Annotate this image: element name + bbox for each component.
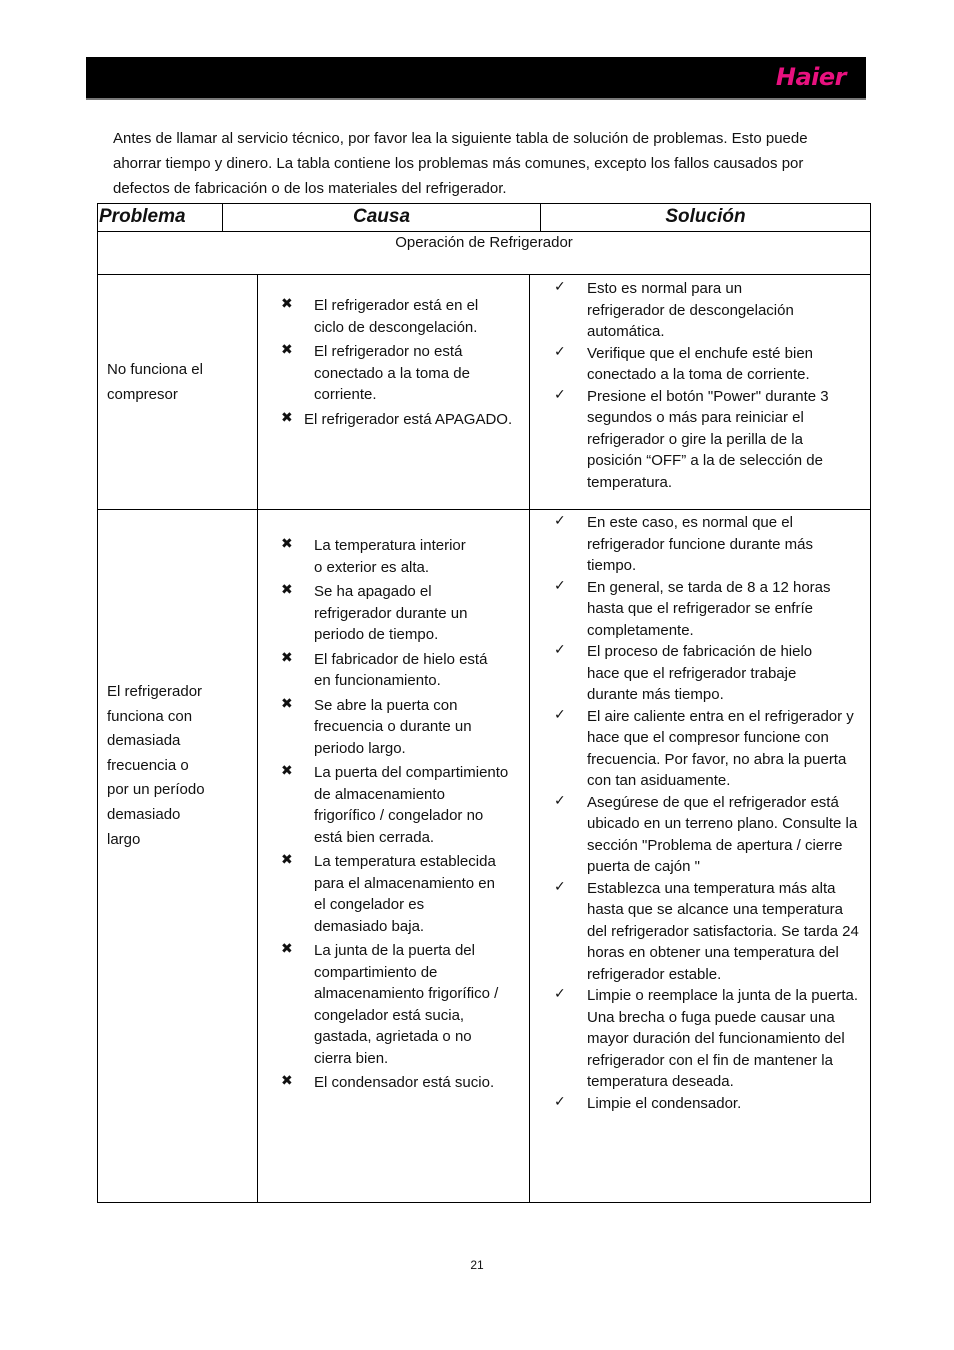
check-mark-icon: ✓ (554, 1092, 566, 1109)
check-mark-icon: ✓ (554, 278, 566, 294)
section-title: Operación de Refrigerador (395, 234, 573, 251)
cross-mark-icon: ✖ (281, 408, 293, 425)
solution-item: ✓ Verifique que el enchufe esté bien conectado a la toma de corriente. (554, 342, 814, 383)
solution-item: ✓ Esto es normal para un refrigerador de descongelación automática. (554, 278, 794, 340)
cause-item: ✖ Se abre la puerta con frecuencia o durante un periodo largo. (281, 694, 472, 757)
solution-item: ✓ En general, se tarda de 8 a 12 horas hasta que el refrigerador se enfríe completamente. (554, 576, 831, 639)
row1-solutions (554, 278, 847, 493)
cause-item: ✖ El refrigerador está en el ciclo de descongelación. (281, 295, 479, 336)
cause-item: ✖ El fabricador de hielo está en funcionamiento. (281, 648, 488, 689)
header-cause: Causa (352, 206, 411, 227)
cause-item: ✖ El refrigerador está APAGADO. (281, 408, 513, 428)
row1-problem: No funciona el compresor (107, 361, 203, 403)
cross-mark-icon: ✖ (281, 1072, 293, 1088)
cross-mark-icon: ✖ (281, 851, 293, 867)
row1-causes (281, 295, 526, 430)
check-mark-icon: ✓ (554, 576, 566, 593)
cause-item: ✖ La puerta del compartimiento de almacenamiento frigorífico / congelador no está bien cerrada. (281, 762, 509, 846)
cause-item: ✖ Se ha apagado el refrigerador durante un periodo de tiempo. (281, 581, 468, 643)
table-border-section (97, 274, 871, 275)
header-problem: Problema (99, 206, 186, 227)
check-mark-icon: ✓ (554, 512, 566, 528)
solution-item: ✓ Establezca una temperatura más alta hasta que se alcance una temperatura del refrigerador satisfactoria. Se tarda 24 horas en obtener una temperatura del refrigerador estable. (554, 877, 859, 983)
solution-item: ✓ Limpie el condensador. (554, 1092, 742, 1112)
cross-mark-icon: ✖ (281, 535, 293, 551)
cross-mark-icon: ✖ (281, 940, 293, 956)
cause-item: ✖ La junta de la puerta del compartimiento de almacenamiento frigorífico / congelador está sucia, gastada, agrietada o no cierra bien. (281, 940, 499, 1067)
table-border-right (870, 203, 871, 1203)
table-border-bottom (97, 1202, 871, 1203)
row2-problem: El refrigerador funciona con demasiada frecuencia o por un período demasiado largo (107, 683, 205, 848)
cross-mark-icon: ✖ (281, 762, 293, 778)
haier-logo: Haier (775, 63, 846, 91)
solution-item: ✓ En este caso, es normal que el refrigerador funcione durante más tiempo. (554, 512, 813, 574)
check-mark-icon: ✓ (554, 342, 566, 359)
cause-item: ✖ El condensador está sucio. (281, 1072, 495, 1091)
cross-mark-icon: ✖ (281, 341, 293, 357)
check-mark-icon: ✓ (554, 877, 566, 894)
table-border-col1 (257, 274, 258, 1203)
cause-item: ✖ La temperatura establecida para el almacenamiento en el congelador es demasiado baja. (281, 851, 496, 935)
cause-item: ✖ La temperatura interior o exterior es alta. (281, 535, 466, 576)
solution-item: ✓ Asegúrese de que el refrigerador está ubicado en un terreno plano. Consulte la sección "Problema de apertura / cierre puerta de cajón " (554, 791, 858, 875)
header-solution: Solución (665, 206, 746, 227)
check-mark-icon: ✓ (554, 791, 566, 808)
cross-mark-icon: ✖ (281, 694, 293, 711)
check-mark-icon: ✓ (554, 705, 566, 722)
cross-mark-icon: ✖ (281, 648, 293, 665)
solution-item: ✓ Limpie o reemplace la junta de la puerta. Una brecha o fuga puede causar una mayor duración del funcionamiento del refrigerador con el fin de mantener la temperatura deseada. (554, 985, 858, 1090)
header-bar (86, 57, 866, 100)
check-mark-icon: ✓ (554, 985, 566, 1001)
solution-item: ✓ El aire caliente entra en el refrigerador y hace que el compresor funcione con frecuencia. Por favor, no abra la puerta con tan asiduamente. (554, 705, 854, 789)
check-mark-icon: ✓ (554, 385, 566, 402)
cross-mark-icon: ✖ (281, 295, 293, 311)
cross-mark-icon: ✖ (281, 581, 293, 597)
row2-solutions (554, 512, 863, 1114)
row2-causes (281, 535, 509, 1094)
cause-item: ✖ El refrigerador no está conectado a la toma de corriente. (281, 341, 470, 403)
solution-item: ✓ Presione el botón "Power" durante 3 segundos o más para reiniciar el refrigerador o gire la perilla de la posición “OFF” a la de selección de temperatura. (554, 385, 829, 491)
intro-paragraph: Antes de llamar al servicio técnico, por favor lea la siguiente tabla de solución de problemas. Esto puede ahorrar tiempo y dinero. La tabla contiene los problemas más comunes, excepto los fallos causados por defectos de fabricación o de los materiales del refrigerador. (113, 130, 808, 197)
table-border-left (97, 203, 98, 1203)
table-border-col2 (529, 274, 530, 1203)
table-border-row1 (97, 509, 871, 510)
check-mark-icon: ✓ (554, 641, 566, 657)
solution-item: ✓ El proceso de fabricación de hielo hace que el refrigerador trabaje durante más tiempo. (554, 641, 813, 703)
page-number: 21 (470, 1258, 484, 1272)
